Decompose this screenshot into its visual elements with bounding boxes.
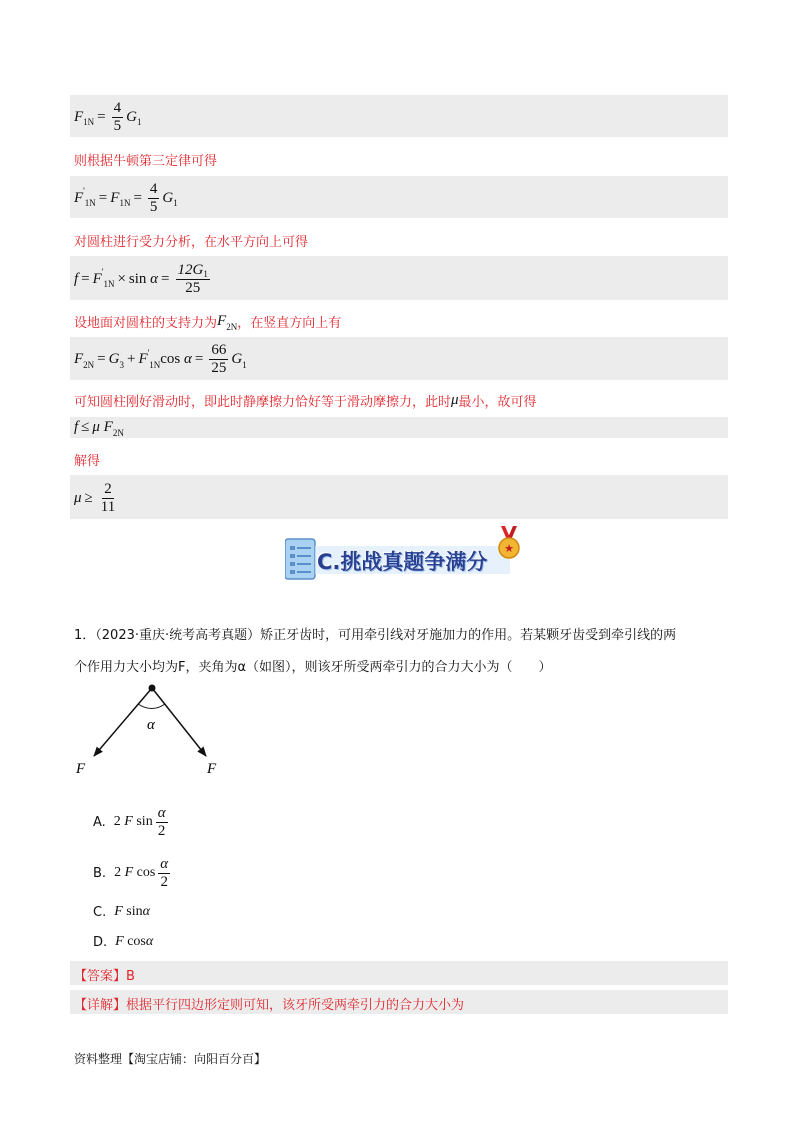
medal-icon — [495, 524, 523, 564]
section-banner — [285, 532, 520, 586]
answer-band — [70, 961, 728, 985]
answer-value: B — [126, 969, 135, 984]
equation-band — [70, 95, 728, 137]
text-part: ，在竖直方向上有 — [237, 316, 342, 331]
option-label: A. — [93, 814, 106, 830]
text-line: 可知圆柱刚好滑动时，即此时静摩擦力恰好等于滑动摩擦力，此时 μ 最小，故可得 — [74, 392, 537, 410]
option-arg: α — [145, 934, 154, 949]
question-line: 个作用力大小均为F，夹角为α（如图），则该牙所受两牵引力的合力大小为（ ） — [74, 660, 552, 675]
detail-tag: 【详解】 — [74, 998, 127, 1013]
option-coef: 2 — [114, 865, 122, 880]
text-part: 设地面对圆柱的支持力为 — [74, 316, 218, 331]
svg-text:★: ★ — [504, 542, 514, 555]
option-fn: sin — [136, 814, 153, 829]
frac-den: 5 — [113, 117, 122, 134]
page-footer: 资料整理【淘宝店铺：向阳百分百】 — [74, 1052, 267, 1066]
frac-den: 11 — [100, 498, 116, 515]
option-label: C. — [93, 904, 107, 920]
equation-band — [70, 475, 728, 519]
text-line: 设地面对圆柱的支持力为 $F_{2N}$ ，在竖直方向上有 — [74, 313, 342, 332]
option-b[interactable]: B. 2 F cos $\frac{\alpha}{2}$ — [93, 855, 169, 890]
frac-num: α — [160, 855, 169, 872]
angle-label: α — [147, 717, 155, 733]
frac-num: 4 — [113, 99, 122, 116]
option-a[interactable]: A. 2 F sin $\frac{\alpha}{2}$ — [93, 804, 166, 839]
frac-den: 2 — [160, 873, 168, 890]
option-fn: cos — [136, 865, 156, 880]
equation-mu: μ ≥ $\frac{2}{11}$ — [74, 480, 116, 515]
text-line: 解得 — [74, 454, 101, 469]
equation-f1n: F 1N = $\frac{4}{5}$ G 1 — [74, 99, 142, 134]
frac-den: 2 — [157, 822, 166, 839]
option-fn: cos — [127, 934, 146, 949]
option-d[interactable]: D. F cos α — [93, 934, 154, 950]
equation-inequality: f ≤ μ F 2N — [74, 419, 124, 438]
text-part: 可知圆柱刚好滑动时，即此时静摩擦力恰好等于滑动摩擦力，此时 — [74, 395, 452, 410]
detail-text: 根据平行四边形定则可知，该牙所受两牵引力的合力大小为 — [126, 998, 465, 1013]
detail-line — [74, 994, 464, 1013]
frac-num: α — [157, 804, 166, 821]
frac-num: 12G — [177, 261, 204, 278]
banner-title: C.挑战真题争满分 — [317, 550, 488, 574]
text-line: 则根据牛顿第三定律可得 — [74, 154, 218, 169]
option-label: B. — [93, 865, 107, 881]
question-line: 1．（2023·重庆·统考高考真题）矫正牙齿时，可用牵引线对牙施加力的作用。若某颗牙齿受到牵引线的两 — [74, 628, 677, 643]
equation-band — [70, 417, 728, 438]
frac-den: 5 — [149, 198, 158, 215]
text-part: 最小，故可得 — [458, 395, 537, 410]
equation-friction: f = F ' 1N × sin α = $\frac{12G_1}{25}$ — [74, 261, 208, 296]
frac-den: 25 — [185, 279, 201, 296]
option-arg: α — [142, 904, 150, 919]
force-label-right: F — [207, 761, 217, 777]
force-diagram — [70, 680, 230, 780]
frac-den: 25 — [211, 360, 227, 376]
frac-num: 66 — [211, 342, 227, 358]
frac-num: 4 — [149, 180, 158, 197]
option-coef: 2 — [113, 814, 121, 829]
option-fn: sin — [126, 904, 143, 919]
answer-line — [74, 965, 135, 984]
text-line: 对圆柱进行受力分析，在水平方向上可得 — [74, 235, 309, 250]
equation-f2n: F 2N = G 3 + F ' 1N cos α = $\frac{66}{25}$ G 1 — [74, 342, 247, 376]
frac-num: 2 — [104, 480, 112, 497]
option-label: D. — [93, 934, 108, 950]
force-label-left: F — [76, 761, 86, 777]
equation-f1n-prime: F ' 1N = F 1N = $\frac{4}{5}$ G 1 — [74, 180, 178, 215]
option-c[interactable]: C. F sin α — [93, 904, 150, 920]
answer-tag: 【答案】 — [74, 969, 127, 984]
